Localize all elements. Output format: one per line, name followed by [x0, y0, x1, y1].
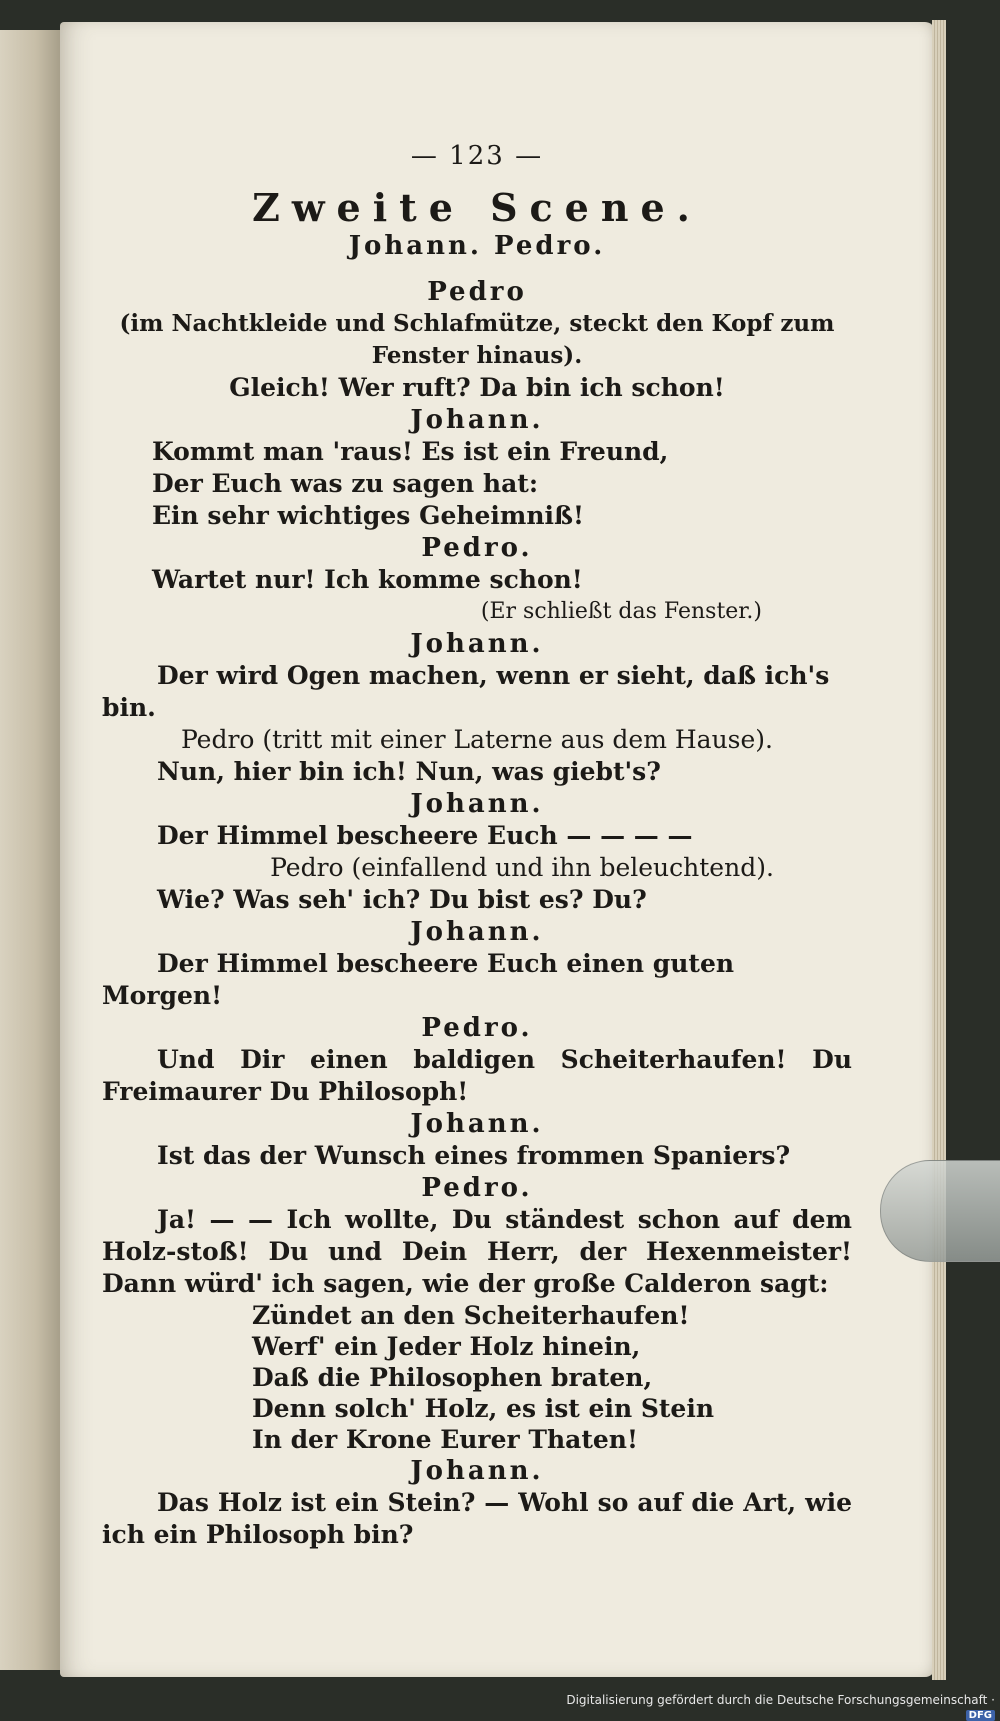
verse-line: Ein sehr wichtiges Geheimniß! — [152, 501, 585, 530]
verse-line: Gleich! Wer ruft? Da bin ich schon! — [229, 373, 725, 402]
verse-line: Der Euch was zu sagen hat: — [152, 469, 539, 498]
prose-line: Wie? Was seh' ich? Du bist es? Du? — [157, 885, 647, 914]
digitization-footer — [535, 1693, 995, 1721]
prose-line: Nun, hier bin ich! Nun, was giebt's? — [157, 757, 661, 786]
verse-line: Werf' ein Jeder Holz hinein, — [252, 1332, 641, 1361]
stage-direction: Pedro (einfallend und ihn beleuchtend). — [270, 853, 774, 882]
prose-paragraph: Das Holz ist ein Stein? — Wohl so auf die Art, wie ich ein Philosoph bin? — [102, 1488, 852, 1549]
character-list: Johann. Pedro. — [348, 231, 606, 261]
verse-line: Zündet an den Scheiterhaufen! — [252, 1301, 690, 1330]
prose-line: Der wird Ogen machen, wenn er sieht, daß ich's bin. — [102, 661, 830, 722]
prose-paragraph: Ja! — — Ich wollte, Du ständest schon auf dem Holz-stoß! Du und Dein Herr, der Hexenmeister! Dann würd' ich sagen, wie der große Calderon sagt: — [102, 1205, 852, 1298]
left-page-edge — [0, 30, 60, 1670]
page-text — [102, 140, 852, 1551]
verse-line: Wartet nur! Ich komme schon! — [152, 565, 583, 594]
dfg-logo: DFG — [966, 1710, 995, 1721]
speaker: Johann. — [410, 1456, 544, 1486]
speaker: Johann. — [410, 405, 544, 435]
page-stack-edge — [932, 20, 946, 1680]
prose-line: Der Himmel bescheere Euch — — — — — [157, 821, 693, 850]
stage-direction: (im Nachtkleide und Schlafmütze, steckt den Kopf zum Fenster hinaus). — [119, 310, 835, 369]
speaker: Pedro — [427, 277, 527, 307]
speaker: Johann. — [410, 917, 544, 947]
verse-line: Kommt man 'raus! Es ist ein Freund, — [152, 437, 669, 466]
verse-line: Daß die Philosophen braten, — [252, 1363, 653, 1392]
page-tab-marker — [880, 1160, 1000, 1262]
footer-text: Digitalisierung gefördert durch die Deutsche Forschungsgemeinschaft · — [566, 1693, 995, 1707]
stage-direction: Pedro (tritt mit einer Laterne aus dem Hause). — [180, 725, 774, 754]
speaker: Johann. — [410, 1109, 544, 1139]
verse-line: In der Krone Eurer Thaten! — [252, 1425, 638, 1454]
speaker: Johann. — [410, 789, 544, 819]
stage-direction: (Er schließt das Fenster.) — [480, 599, 762, 624]
speaker: Pedro. — [421, 1013, 533, 1043]
speaker: Johann. — [410, 629, 544, 659]
speaker: Pedro. — [421, 1173, 533, 1203]
prose-line: Ist das der Wunsch eines frommen Spaniers? — [157, 1141, 791, 1170]
scene-title: Zweite Scene. — [252, 185, 702, 230]
speaker: Pedro. — [421, 533, 533, 563]
verse-line: Denn solch' Holz, es ist ein Stein — [252, 1394, 715, 1423]
prose-line: Der Himmel bescheere Euch einen guten Morgen! — [102, 949, 735, 1010]
prose-paragraph: Und Dir einen baldigen Scheiterhaufen! Du Freimaurer Du Philosoph! — [102, 1045, 852, 1106]
page-number: — 123 — — [410, 141, 544, 171]
